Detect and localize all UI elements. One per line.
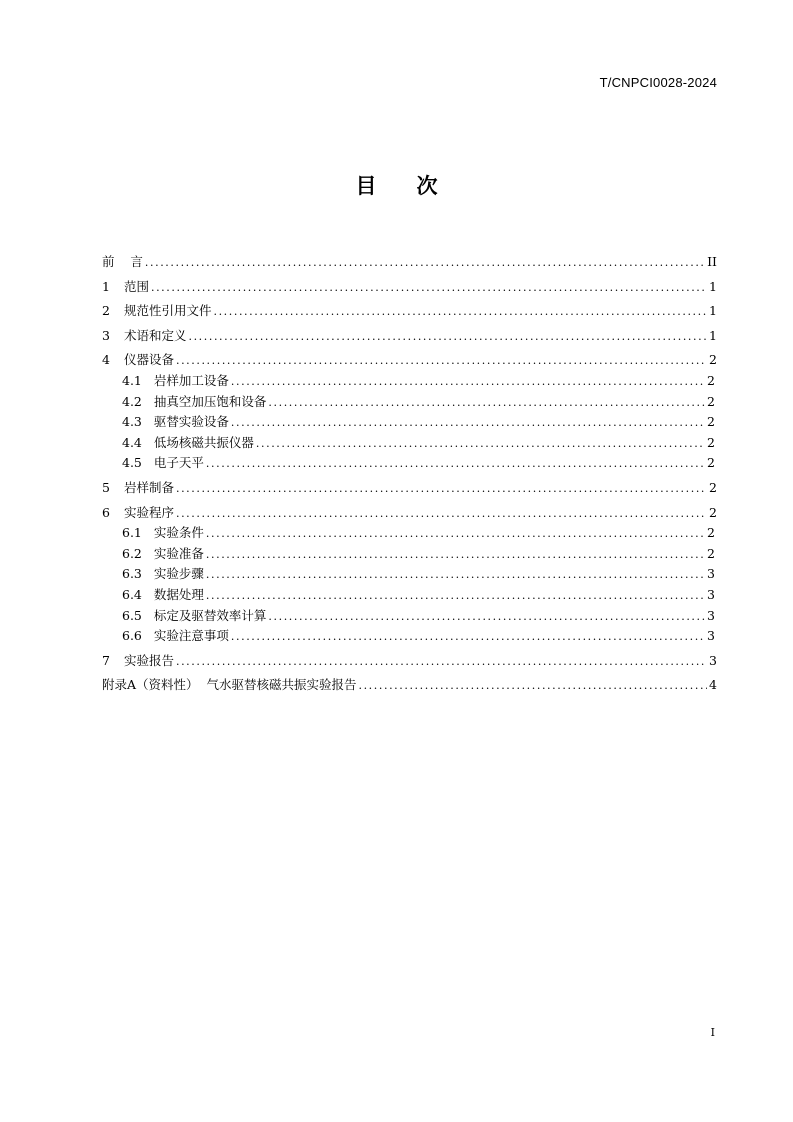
toc-entry[interactable] [102,478,717,499]
toc-entry-label: 实验注意事项 [153,628,229,644]
toc-entry[interactable] [102,277,717,298]
toc-entry-label: 标定及驱替效率计算 [153,607,267,623]
toc-leader-dots [256,434,705,455]
toc-entry[interactable] [102,564,717,585]
toc-leader-dots [268,393,705,414]
toc-entry[interactable] [102,544,717,565]
toc-entry-page: 2 [707,372,715,388]
toc-leader-dots [176,504,707,525]
toc-entry-number: 4.2 [122,393,142,409]
toc-entry-label: 驱替实验设备 [153,414,229,430]
toc-entry[interactable] [102,606,717,627]
toc-entry[interactable] [102,252,717,273]
toc-entry-number: 2 [102,303,110,319]
toc-entry-page: 1 [709,278,717,294]
toc-entry-number: 6 [102,504,110,520]
toc-entry-page: 2 [709,352,717,368]
toc-entry-page: 4 [709,677,717,693]
toc-entry-page: 3 [707,566,715,582]
toc-entry-page: 2 [707,545,715,561]
toc-entry[interactable] [102,350,717,371]
toc-entry[interactable] [102,326,717,347]
toc-entry-page: 3 [709,652,717,668]
toc-entry-number: 4.4 [122,434,142,450]
toc-leader-dots [358,676,707,697]
toc-leader-dots [206,524,705,545]
toc-entry-number: 附录A [102,677,137,693]
toc-leader-dots [231,627,705,648]
toc-leader-dots [268,607,705,628]
toc-entry-number: 4.5 [122,455,142,471]
toc-entry-page: 2 [709,504,717,520]
toc-entry-number: 4.3 [122,414,142,430]
toc-entry-label: 实验准备 [153,545,204,561]
toc-entry-number: 6.1 [122,525,142,541]
toc-entry-page: 3 [707,607,715,623]
toc-entry-label: 实验程序 [123,504,174,520]
toc-entry-page: 2 [707,414,715,430]
toc-entry[interactable] [102,675,717,696]
toc-leader-dots [213,302,707,323]
toc-entry-label: 低场核磁共振仪器 [153,434,254,450]
toc-entry-label: 岩样加工设备 [153,372,229,388]
toc-entry[interactable] [102,301,717,322]
toc-entry-label: 范围 [123,278,149,294]
toc-entry-number: 7 [102,652,110,668]
toc-entry-label: 实验步骤 [153,566,204,582]
toc-entry-page: 3 [707,628,715,644]
toc-entry[interactable] [102,453,717,474]
title-char-right: 次 [416,174,438,198]
toc-entry-page: 1 [709,327,717,343]
toc-entry-page: 2 [709,479,717,495]
toc-entry-number: 6.3 [122,566,142,582]
toc-entry-label: 实验条件 [153,525,204,541]
toc-entry-number: 6.2 [122,545,142,561]
table-of-contents [102,252,717,696]
toc-entry-page: 2 [707,455,715,471]
toc-entry-number: 4 [102,352,110,368]
toc-entry-number: 3 [102,327,110,343]
toc-leader-dots [176,351,707,372]
toc-entry-page: 2 [707,434,715,450]
toc-leader-dots [176,652,707,673]
toc-entry[interactable] [102,585,717,606]
toc-entry-page: 1 [709,303,717,319]
toc-entry-label: 仪器设备 [123,352,174,368]
toc-entry[interactable] [102,433,717,454]
page-title [0,170,793,200]
toc-entry-number: 5 [102,479,110,495]
toc-entry-label: （资料性） 气水驱替核磁共振实验报告 [136,677,357,693]
toc-entry[interactable] [102,392,717,413]
toc-entry-page: 3 [707,586,715,602]
toc-entry-label: 数据处理 [153,586,204,602]
toc-entry-page: II [707,254,717,269]
toc-entry-label: 岩样制备 [123,479,174,495]
toc-leader-dots [145,253,705,274]
footer-page-number: I [710,1026,715,1039]
toc-leader-dots [206,586,705,607]
toc-leader-dots [231,413,705,434]
toc-leader-dots [151,278,707,299]
toc-entry[interactable] [102,626,717,647]
toc-entry-label: 术语和定义 [123,327,187,343]
toc-leader-dots [206,454,705,475]
toc-entry[interactable] [102,503,717,524]
toc-entry-number: 4.1 [122,372,142,388]
toc-entry-label: 电子天平 [153,455,204,471]
title-char-left: 目 [355,174,377,198]
toc-entry[interactable] [102,651,717,672]
toc-entry-label: 抽真空加压饱和设备 [153,393,267,409]
toc-leader-dots [231,372,705,393]
toc-entry-number: 6.4 [122,586,142,602]
toc-entry-page: 2 [707,525,715,541]
toc-entry[interactable] [102,523,717,544]
document-code: T/CNPCI0028-2024 [599,75,717,90]
toc-entry[interactable] [102,371,717,392]
toc-leader-dots [206,545,705,566]
toc-leader-dots [206,565,705,586]
toc-entry-page: 2 [707,393,715,409]
toc-leader-dots [176,479,707,500]
toc-entry-number: 1 [102,278,110,294]
toc-entry[interactable] [102,412,717,433]
toc-leader-dots [188,327,707,348]
toc-entry-number: 6.5 [122,607,142,623]
toc-entry-label: 前 言 [102,254,143,269]
toc-entry-label: 规范性引用文件 [123,303,212,319]
toc-entry-label: 实验报告 [123,652,174,668]
toc-entry-number: 6.6 [122,628,142,644]
